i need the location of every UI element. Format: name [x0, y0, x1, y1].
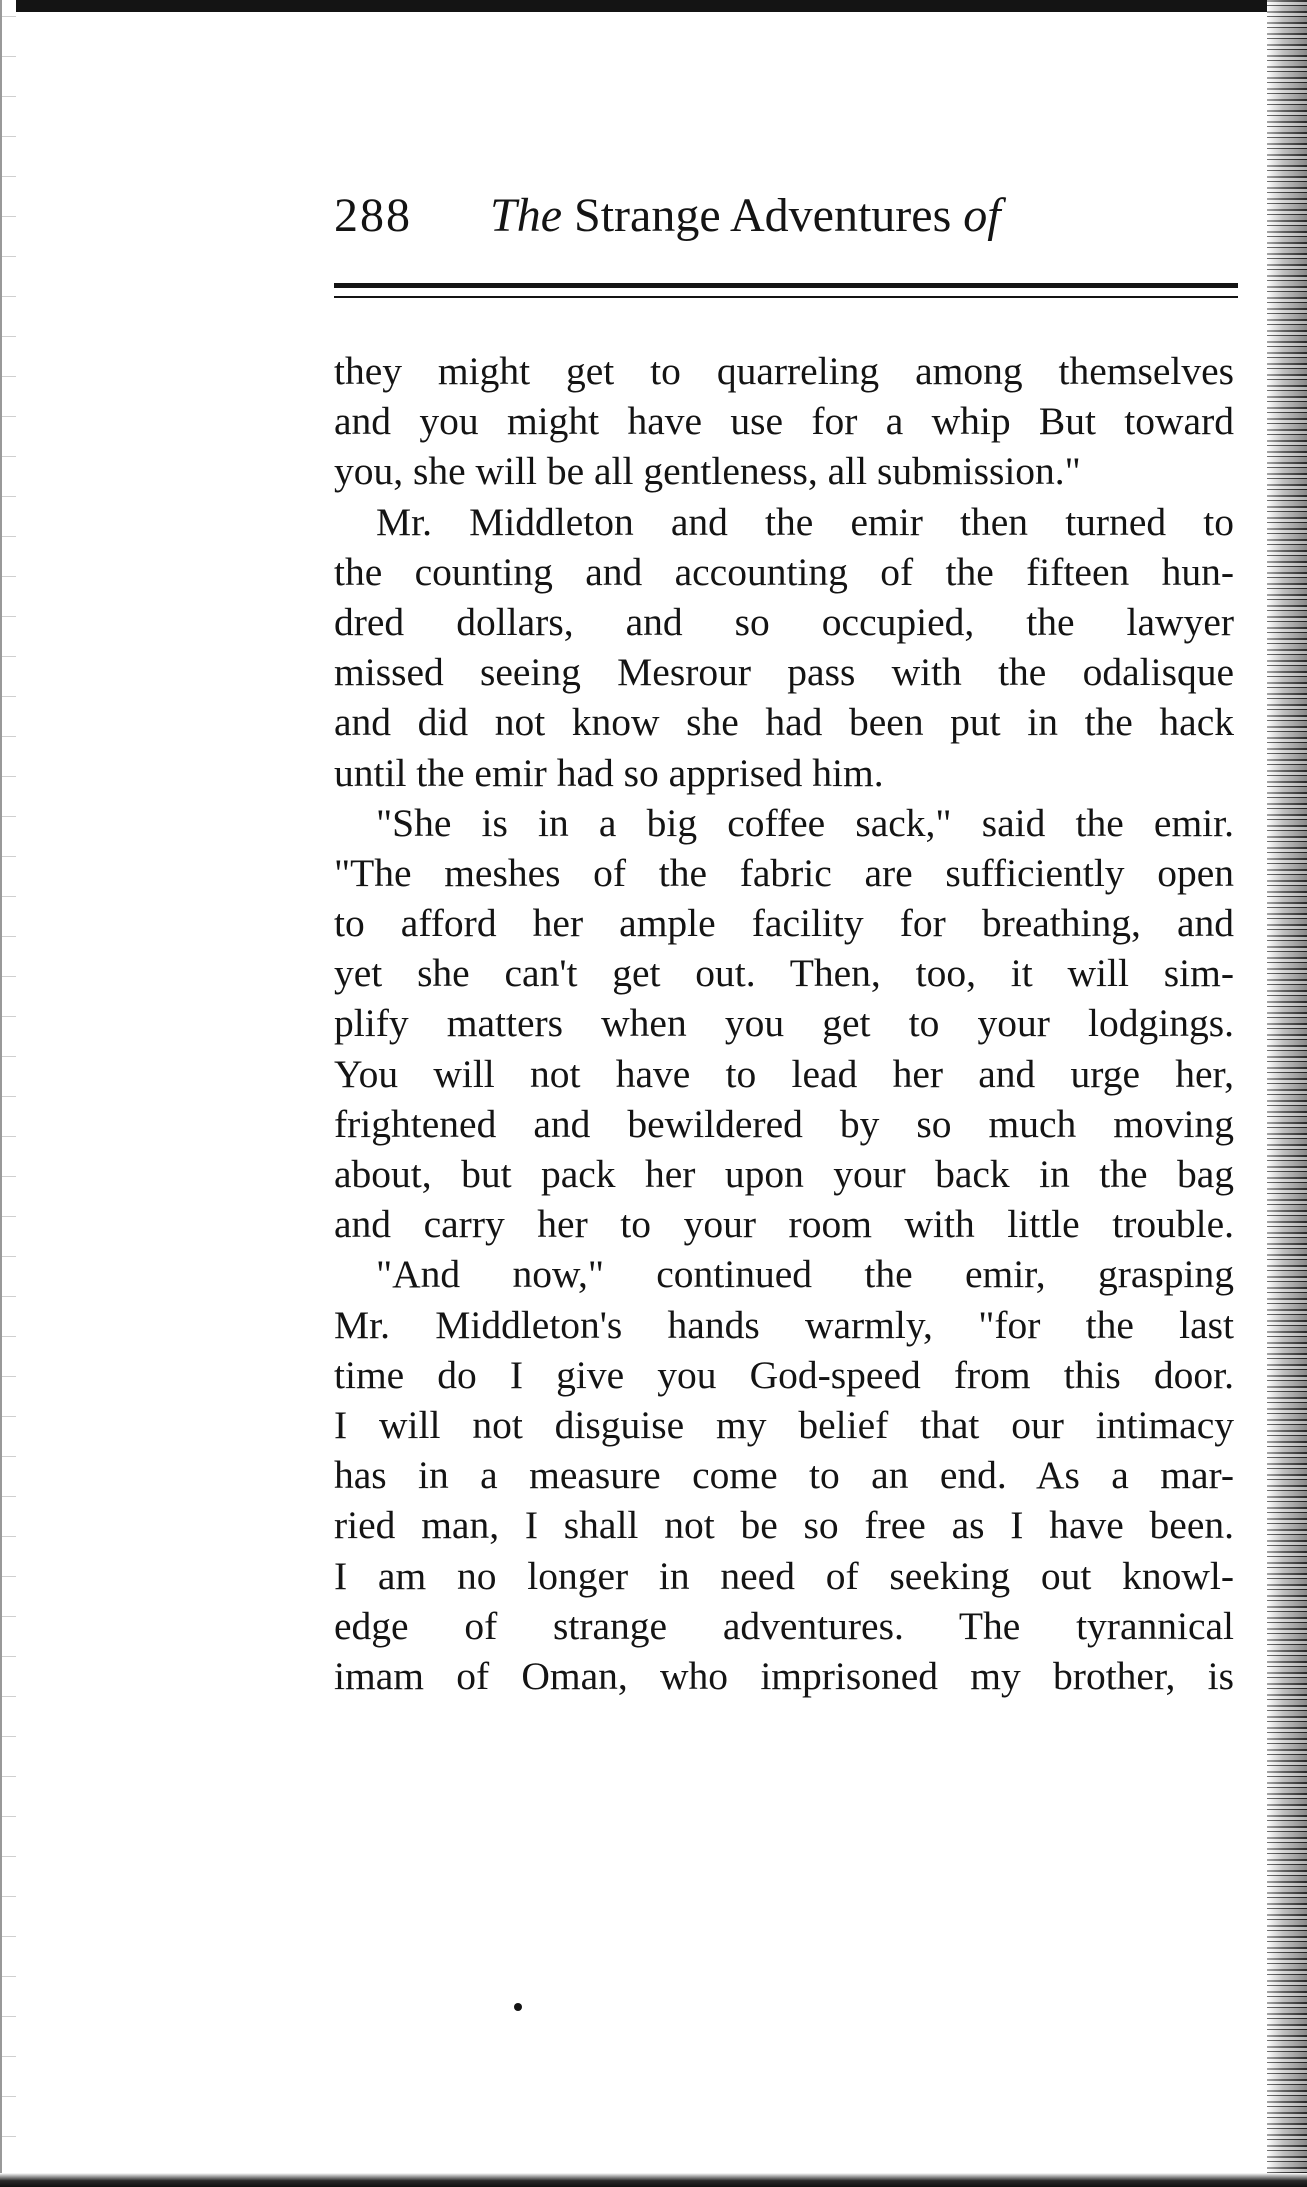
text-line: "And now," continued the emir, grasping	[376, 1252, 1234, 1297]
scan-top-edge	[0, 0, 1307, 12]
text-line: frightened and bewildered by so much moving	[334, 1101, 1234, 1146]
text-line: and you might have use for a whip But toward	[334, 399, 1234, 444]
running-title	[490, 188, 1001, 243]
text-line: Mr. Middleton and the emir then turned to	[376, 499, 1234, 544]
text-line: "She is in a big coffee sack," said the emir.	[376, 800, 1234, 845]
ink-speck	[514, 2003, 522, 2011]
scan-left-edge	[0, 0, 16, 2187]
text-line: about, but pack her upon your back in the bag	[334, 1152, 1234, 1196]
text-line: they might get to quarreling among themselves	[334, 349, 1234, 393]
title-of: of	[963, 189, 1001, 242]
scan-bottom-edge	[0, 2173, 1307, 2187]
text-line: I am no longer in need of seeking out knowl-	[334, 1553, 1234, 1598]
text-line: the counting and accounting of the fifteen hun-	[334, 549, 1234, 594]
running-header	[334, 188, 1234, 258]
header-rule-thin	[334, 296, 1238, 298]
text-line: you, she will be all gentleness, all submission."	[334, 449, 1081, 494]
header-rule-thick	[334, 283, 1238, 288]
text-line: and did not know she had been put in the hack	[334, 700, 1234, 745]
text-line: I will not disguise my belief that our intimacy	[334, 1402, 1234, 1447]
text-line: imam of Oman, who imprisoned my brother, is	[334, 1653, 1234, 1698]
text-line: missed seeing Mesrour pass with the odalisque	[334, 650, 1234, 695]
text-line: has in a measure come to an end. As a mar-	[334, 1453, 1234, 1498]
scan-right-edge	[1267, 0, 1307, 2187]
text-line: yet she can't get out. Then, too, it will sim-	[334, 951, 1234, 996]
text-line: You will not have to lead her and urge her,	[334, 1051, 1234, 1096]
page-number: 288	[334, 189, 412, 242]
body-text	[334, 346, 1234, 1701]
text-line: plify matters when you get to your lodgings.	[334, 1001, 1234, 1046]
text-line: "The meshes of the fabric are sufficiently open	[334, 850, 1234, 895]
text-line: edge of strange adventures. The tyrannical	[334, 1603, 1234, 1648]
text-line: time do I give you God-speed from this door.	[334, 1352, 1234, 1397]
title-main: Strange Adventures	[574, 189, 952, 242]
text-line: Mr. Middleton's hands warmly, "for the last	[334, 1302, 1234, 1347]
text-line: dred dollars, and so occupied, the lawyer	[334, 599, 1234, 644]
text-line: until the emir had so apprised him.	[334, 750, 884, 795]
text-line: ried man, I shall not be so free as I have been.	[334, 1503, 1234, 1548]
text-line: and carry her to your room with little trouble.	[334, 1202, 1234, 1247]
title-the: The	[490, 189, 562, 242]
text-line: to afford her ample facility for breathing, and	[334, 901, 1234, 946]
